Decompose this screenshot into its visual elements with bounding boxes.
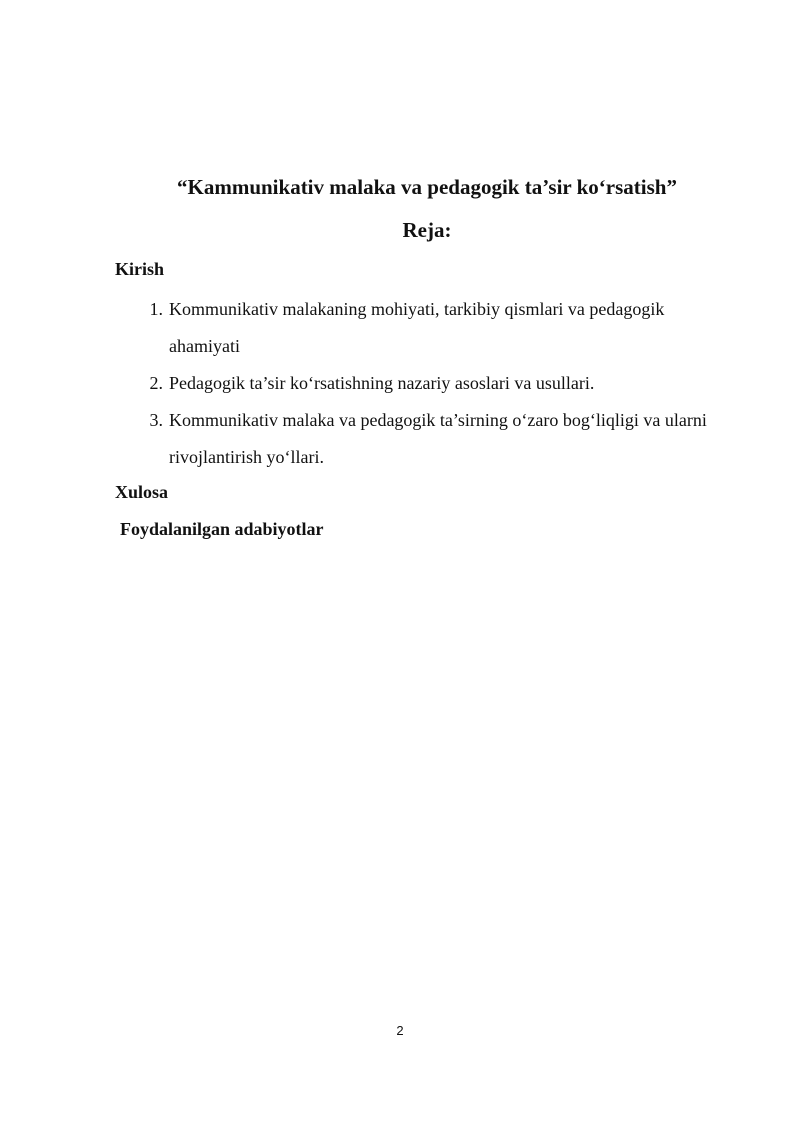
plan-list [113,291,753,476]
conclusion-heading: Xulosa [115,482,169,502]
plan-item [113,365,753,402]
plan-item-number: 3. [149,410,163,430]
page-number: 2 [396,1023,404,1038]
plan-item-number: 2. [149,373,163,393]
references-heading: Foydalanilgan adabiyotlar [120,519,324,539]
plan-item [113,402,753,476]
plan-heading: Reja: [402,218,452,242]
plan-item [113,291,753,365]
plan-item-text: Pedagogik ta’sir ko‘rsatishning nazariy asoslari va usullari. [169,373,595,393]
document-title: “Kammunikativ malaka va pedagogik ta’sir ko‘rsatish” [177,175,677,199]
intro-heading: Kirish [115,259,165,279]
plan-item-text: Kommunikativ malakaning mohiyati, tarkibiy qismlari va pedagogik ahamiyati [169,299,665,356]
plan-item-text: Kommunikativ malaka va pedagogik ta’sirning o‘zaro bog‘liqligi va ularni rivojlantirish yo‘llari. [169,410,707,467]
plan-item-number: 1. [149,299,163,319]
